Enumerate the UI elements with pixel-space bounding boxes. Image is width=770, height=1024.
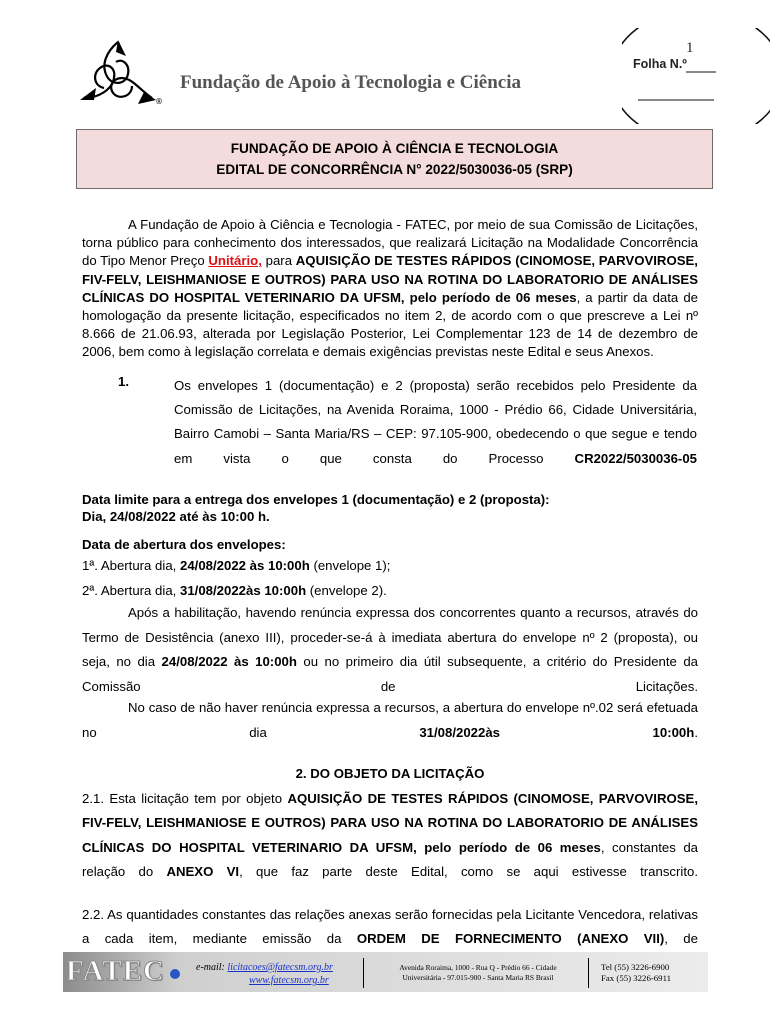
item-1-text (174, 374, 697, 471)
footer-website-link[interactable]: www.fatecsm.org.br (249, 975, 329, 986)
no-waiver-paragraph (82, 696, 698, 745)
opening-second (82, 582, 698, 600)
edital-title-box (76, 129, 713, 189)
registered-mark: ® (155, 97, 163, 106)
intro-connector: para (261, 253, 296, 269)
opening-first-envelope: (envelope 1); (309, 558, 391, 573)
opening-second-label: 2ª. Abertura dia, (82, 583, 180, 598)
deadline-line-2: Dia, 24/08/2022 até às 10:00 h. (82, 509, 270, 524)
s21-object: AQUISIÇÃO DE TESTES RÁPIDOS (CINOMOSE, PARVOVIROSE, FIV-FELV, LEISHMANIOSE E OUTROS) PARA USO NA ROTINA DO LABORATORIO DE ANÁLISES CLÍNICAS DO HOSPITAL VETERINARIO DA UFSM, pelo período de 06 meses (82, 791, 698, 855)
footer-divider (588, 958, 589, 988)
intro-legal: , a partir da data de homologação da presente licitação, especificados no item 2, de acordo com o que prescreve a Lei nº 8.666 de 21.06.93, alterada por Legislação Posterior, Lei Complementar 123 de 14 de dezembro de 2006, bem como à legislação correlata e demais exigências previstas neste Edital e seus Anexos. (82, 289, 698, 360)
stamp-label: Folha N.º (633, 57, 687, 71)
item-1-number: 1. (118, 374, 129, 389)
footer-phones (601, 962, 671, 984)
footer-email (196, 962, 333, 973)
deadline-block (82, 491, 698, 525)
s21-intro: 2.1. Esta licitação tem por objeto (82, 791, 288, 806)
s22-order: ORDEM DE FORNECIMENTO (ANEXO VII) (356, 931, 665, 947)
footer-divider (363, 958, 364, 988)
page-header (0, 0, 770, 120)
title-line-1: FUNDAÇÃO DE APOIO À CIÊNCIA E TECNOLOGIA (230, 141, 559, 156)
s21-mid: , constantes da relação do (82, 839, 698, 880)
footer-tel: Tel (55) 3226-6900 (601, 962, 670, 972)
title-line-2: EDITAL DE CONCORRÊNCIA N° 2022/5030036-05 (SRP) (216, 162, 573, 177)
intro-object: AQUISIÇÃO DE TESTES RÁPIDOS (CINOMOSE, PARVOVIROSE, FIV-FELV, LEISHMANIOSE E OUTROS) PARA USO NA ROTINA DO LABORATORIO DE ANÁLISES CLÍNICAS DO HOSPITAL VETERINARIO DA UFSM, pelo período de 06 meses (82, 253, 698, 305)
section-2-1 (82, 787, 698, 885)
org-name: Fundação de Apoio à Tecnologia e Ciência (180, 72, 521, 93)
footer-registered-icon (170, 969, 180, 979)
habilitation-tail: ou no primeiro dia útil subsequente, a critério do Presidente da Comissão de Licitações. (82, 654, 698, 694)
fatec-logo-icon (78, 38, 158, 110)
habilitation-paragraph (82, 601, 698, 699)
deadline-line-1: Data limite para a entrega dos envelopes 1 (documentação) e 2 (proposta): (82, 492, 550, 507)
no-waiver-tail: . (694, 724, 698, 740)
section-2-heading: 2. DO OBJETO DA LICITAÇÃO (295, 766, 485, 781)
s21-annex: ANEXO VI (166, 864, 240, 880)
footer-address (373, 963, 583, 983)
opening-second-envelope: (envelope 2). (306, 583, 387, 598)
s22-tail: , de (664, 931, 698, 947)
s22-text: 2.2. As quantidades constantes das relações anexas serão fornecidas pela Licitante Vencedora, relativas a cada item, mediante emissão da (82, 907, 698, 947)
footer-fax: Fax (55) 3226-6911 (601, 973, 672, 983)
no-waiver-text: No caso de não haver renúncia expressa a recursos, a abertura do envelope nº.02 será efetuada no dia (82, 700, 698, 740)
opening-first-date: 24/08/2022 às 10:00h (180, 558, 310, 573)
item-1-body: Os envelopes 1 (documentação) e 2 (proposta) serão recebidos pelo Presidente da Comissão de Licitações, na Avenida Roraima, 1000 - Prédio 66, Cidade Universitária, Bairro Camobi – Santa Maria/RS – CEP: 97.105-900, obedecendo o que segue e tendo em vista o que consta do Processo (174, 378, 697, 466)
item-1-process: CR2022/5030036-05 (574, 450, 697, 466)
footer-address-line-1: Avenida Roraima, 1000 - Rua Q - Prédio 66 - Cidade (399, 963, 557, 972)
footer-address-line-2: Universitária - 97.015-900 - Santa Maria RS Brasil (402, 973, 554, 982)
opening-first (82, 557, 698, 575)
intro-paragraph (82, 216, 698, 362)
footer-email-link[interactable]: licitacoes@fatecsm.org.br (227, 962, 333, 973)
no-waiver-date: 31/08/2022às 10:00h (419, 724, 695, 740)
habilitation-date: 24/08/2022 às 10:00h (161, 654, 297, 669)
folha-stamp (622, 28, 770, 124)
s21-tail: , que faz parte deste Edital, como se aqui estivesse transcrito. (239, 864, 699, 880)
opening-first-label: 1ª. Abertura dia, (82, 558, 180, 573)
intro-text: A Fundação de Apoio à Ciência e Tecnologia - FATEC, por meio de sua Comissão de Licitações, torna público para conhecimento dos interessados, que realizará Licitação na Modalidade Concorrência do Tipo Menor Preço (82, 217, 698, 269)
section-2-2 (82, 903, 698, 952)
intro-unitario: Unitário, (208, 253, 262, 269)
footer-email-label: e-mail: (196, 962, 225, 973)
stamp-number: 1 (686, 40, 694, 56)
habilitation-text: Após a habilitação, havendo renúncia expressa dos concorrentes quanto a recursos, através do Termo de Desistência (anexo III), proceder-se-á à imediata abertura do envelope nº 2 (proposta), ou seja, no dia (82, 605, 698, 669)
footer-brand: FATEC (66, 955, 165, 987)
opening-second-date: 31/08/2022às 10:00h (180, 583, 307, 598)
opening-heading: Data de abertura dos envelopes: (82, 537, 286, 552)
